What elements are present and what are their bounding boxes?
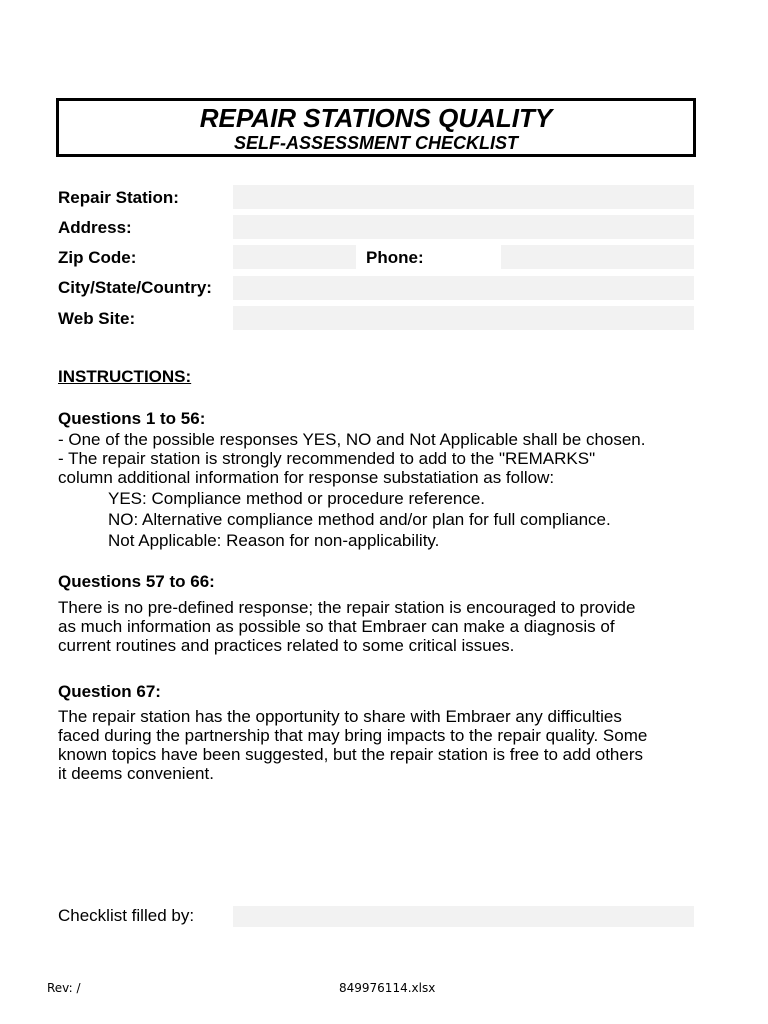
phone-field[interactable] [501,245,694,269]
q1-line: column additional information for response substatiation as follow: [58,468,555,487]
question-67-text [58,707,698,783]
repair-station-label: Repair Station: [58,188,179,207]
zip-code-label: Zip Code: [58,248,137,267]
q1-response-yes: YES: Compliance method or procedure reference. [108,489,486,508]
title-box [56,98,696,157]
q67-line: it deems convenient. [58,764,214,783]
question-67-heading: Question 67: [58,682,161,701]
zip-code-field[interactable] [233,245,356,269]
checklist-filled-by-label: Checklist filled by: [58,906,195,925]
city-state-country-field[interactable] [233,276,694,300]
page-subtitle: SELF-ASSESSMENT CHECKLIST [233,133,519,153]
footer-filename: 849976114.xlsx [339,981,436,995]
q1-line: - The repair station is strongly recommended to add to the "REMARKS" [58,449,596,468]
q1-response-no: NO: Alternative compliance method and/or plan for full compliance. [108,510,611,529]
q57-line: There is no pre-defined response; the repair station is encouraged to provide [58,598,636,617]
q57-line: as much information as possible so that Embraer can make a diagnosis of [58,617,615,636]
repair-station-field[interactable] [233,185,694,209]
q67-line: The repair station has the opportunity to share with Embraer any difficulties [58,707,622,726]
website-field[interactable] [233,306,694,330]
questions-57-66-text [58,598,698,655]
address-field[interactable] [233,215,694,239]
checklist-filled-by-field[interactable] [233,906,694,927]
address-label: Address: [58,218,132,237]
q67-line: faced during the partnership that may bring impacts to the repair quality. Some [58,726,648,745]
q67-line: known topics have been suggested, but the repair station is free to add others [58,745,643,764]
q1-line: - One of the possible responses YES, NO and Not Applicable shall be chosen. [58,430,646,449]
questions-1-56-text [58,430,698,550]
q57-line: current routines and practices related to some critical issues. [58,636,515,655]
q1-response-na: Not Applicable: Reason for non-applicability. [108,531,440,550]
questions-57-66-heading: Questions 57 to 66: [58,572,215,591]
questions-1-56-heading: Questions 1 to 56: [58,409,206,428]
phone-label: Phone: [366,248,424,267]
page-title: REPAIR STATIONS QUALITY [199,103,553,133]
footer-revision: Rev: / [47,981,81,995]
instructions-heading: INSTRUCTIONS: [58,367,192,386]
city-state-country-label: City/State/Country: [58,278,212,297]
website-label: Web Site: [58,309,136,328]
